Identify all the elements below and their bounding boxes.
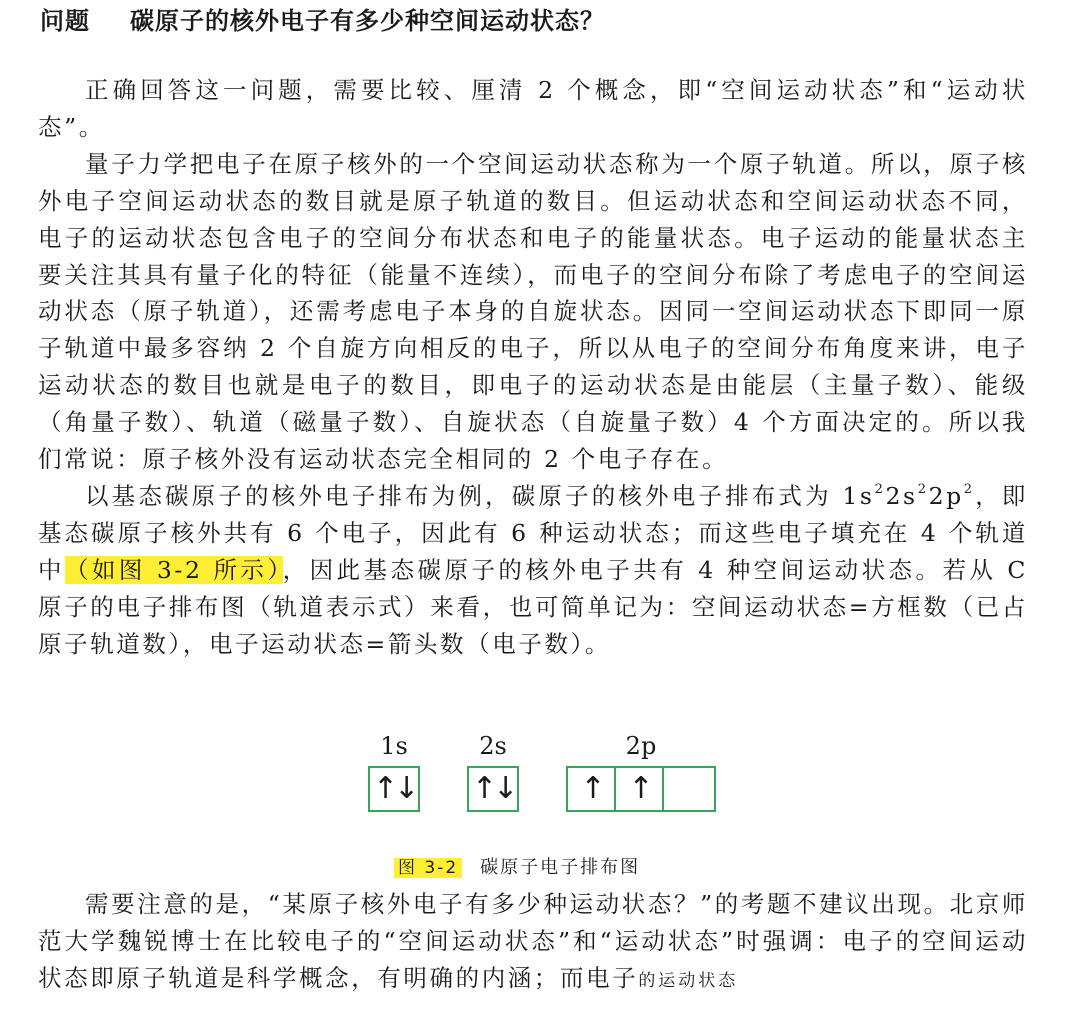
orbital-box: ↑↓ <box>372 771 416 806</box>
paragraph-1: 正确回答这一问题，需要比较、厘清 2 个概念，即“空间运动状态”和“运动状态”。 <box>38 76 1028 141</box>
figure-caption <box>394 854 640 882</box>
orbital-box: ↑ <box>568 768 616 810</box>
orbital-label-2s: 2s <box>479 732 507 760</box>
paragraph-4 <box>38 886 1028 1000</box>
figure-caption-text: 碳原子电子排布图 <box>480 857 641 878</box>
orbital-group-2s <box>467 766 519 812</box>
paragraph-2: 量子力学把电子在原子核外的一个空间运动状态称为一个原子轨道。所以，原子核外电子空间运动状态的数目就是原子轨道的数目。但运动状态和空间运动状态不同，电子的运动状态包含电子的空间分布状态和电子的能量状态。电子运动的能量状态主要关注其具有量子化的特征（能量不连续），而电子的空间分布除了考虑电子的空间运动状态（原子轨道），还需考虑电子本身的自旋状态。因同一空间运动状态下即同一原子轨道中最多容纳 2 个自旋方向相反的电子，所以从电子的空间分布角度来讲，电子运动状态的数目也就是电子的数目，即电子的运动状态是由能层（主量子数）、能级（角量子数）、轨道（磁量子数）、自旋状态（自旋量子数）4 个方面决定的。所以我们常说：原子核外没有运动状态完全相同的 2 个电子存在。 <box>38 149 1028 474</box>
orbital-group-2p <box>566 766 716 812</box>
paragraph-3 <box>38 478 1028 663</box>
question-heading <box>40 4 605 38</box>
orbital-label-2p: 2p <box>625 732 657 760</box>
superscript-1s: 2 <box>874 482 886 498</box>
figure-reference-highlight: （如图 3-2 所示） <box>64 555 283 584</box>
orbital-box: ↑↓ <box>471 771 515 806</box>
paragraph-3-text-b: 2s <box>885 481 918 510</box>
main-text <box>38 72 1028 663</box>
paragraph-4-text: 需要注意的是，“某原子核外电子有多少种运动状态？”的考题不建议出现。北京师范大学魏锐博士在比较电子的“空间运动状态”和“运动状态”时强调：电子的空间运动状态即原子轨道是科学概念，有明确的内涵；而电子 <box>38 890 1028 992</box>
closing-text <box>38 886 1028 1000</box>
orbital-box: ↑ <box>616 768 664 810</box>
orbital-box <box>664 768 712 810</box>
superscript-2s: 2 <box>917 482 929 498</box>
paragraph-3-text-e: ，因此基态碳原子的核外电子共有 4 种空间运动状态。若从 C 原子的电子排布图（轨道表示式）来看，也可简单记为：空间运动状态=方框数（已占原子轨道数），电子运动状态=箭头数（电子数）。 <box>38 555 1028 658</box>
paragraph-3-text-c: 2p <box>928 481 964 510</box>
paragraph-3-text-a: 以基态碳原子的核外电子排布为例，碳原子的核外电子排布式为 1s <box>85 481 875 510</box>
paragraph-3-text-d: ，即基态碳原子核外共有 6 个电子，因此有 6 种运动状态；而这些电子填充在 4 个轨道中 <box>38 481 1028 584</box>
figure-number: 图 3-2 <box>394 858 462 878</box>
orbital-group-1s <box>368 766 420 812</box>
question-label: 问题 <box>40 7 90 35</box>
superscript-2p: 2 <box>963 482 975 498</box>
paragraph-4-tail: 的运动状态 <box>638 970 739 991</box>
orbital-label-1s: 1s <box>380 732 408 760</box>
question-text: 碳原子的核外电子有多少种空间运动状态？ <box>130 7 605 35</box>
